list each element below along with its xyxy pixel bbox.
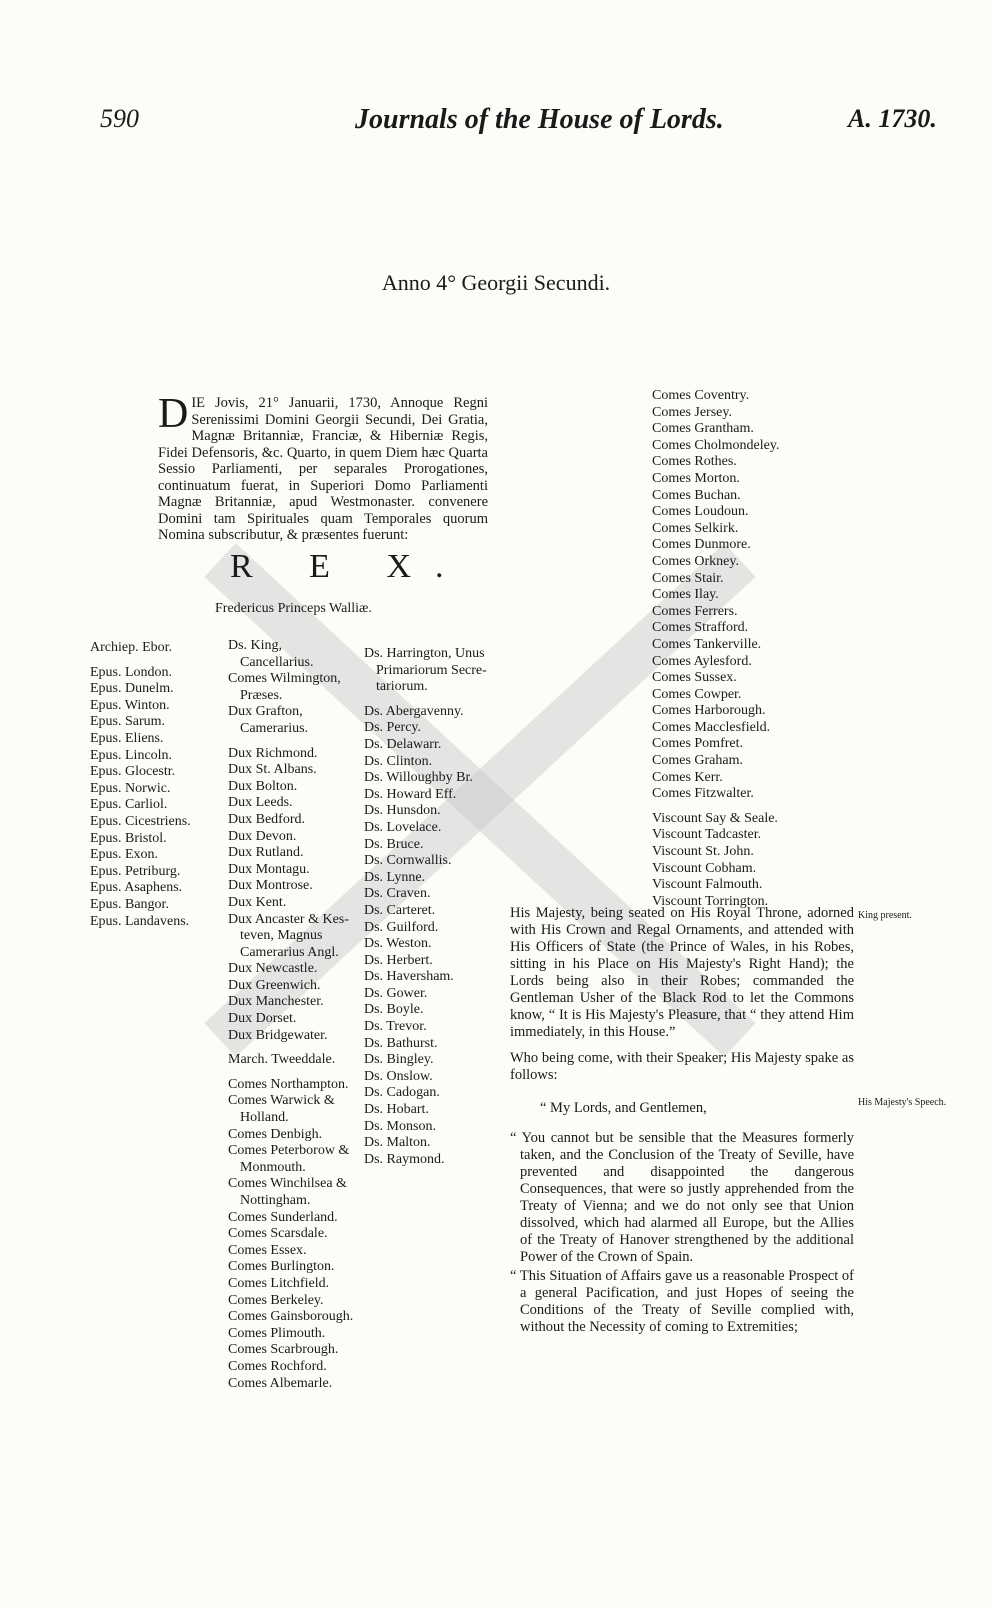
member-entry: Ds. Monson.	[364, 1118, 436, 1134]
member-entry: Ds. Lynne.	[364, 869, 426, 885]
member-entry: Dux Rutland.	[228, 845, 304, 861]
member-entry: Comes Peterborow &	[228, 1143, 350, 1159]
member-entry: Dux Manchester.	[228, 994, 324, 1010]
member-entry: Comes Orkney.	[652, 553, 739, 569]
member-entry: Epus. London.	[90, 664, 173, 680]
member-entry: Ds. Craven.	[364, 886, 431, 902]
member-entry: Dux Kent.	[228, 894, 287, 910]
intro-paragraph	[158, 391, 488, 544]
member-entry: Comes Burlington.	[228, 1259, 335, 1275]
member-entry: Ds. King,	[228, 638, 283, 653]
page-number: 590	[100, 104, 139, 133]
member-entry: Epus. Lincoln.	[90, 747, 173, 763]
member-entry: Viscount Torrington.	[652, 893, 769, 909]
member-entry: Comes Graham.	[652, 753, 743, 769]
member-entry: Epus. Dunelm.	[90, 681, 174, 697]
member-entry: Comes Loudoun.	[652, 504, 749, 520]
member-entry: Ds. Bruce.	[364, 836, 424, 852]
member-entry: Comes Coventry.	[652, 388, 750, 403]
member-entry: Ds. Weston.	[364, 936, 432, 952]
list-gap	[364, 696, 487, 704]
drop-cap: D	[158, 391, 189, 437]
member-entry: Comes Buchan.	[652, 487, 741, 503]
member-entry: Dux Devon.	[228, 828, 297, 844]
member-entry: Comes Wilmington,	[228, 671, 341, 687]
member-entry: Comes Strafford.	[652, 620, 749, 636]
member-entry: Comes Jersey.	[652, 404, 732, 420]
member-entry: Epus. Landavens.	[90, 913, 190, 929]
member-entry: Præses.	[240, 687, 283, 703]
attendance-column-1	[90, 640, 191, 930]
member-entry: Ds. Cadogan.	[364, 1085, 440, 1101]
member-entry: Comes Warwick &	[228, 1093, 335, 1109]
throne-paragraph: His Majesty, being seated on His Royal Throne, adorned with His Crown and Regal Ornaments, and attended with His Officers of State (the Prince of Wales, in his Robes, sitting in his Place on His Majesty's Right Hand); the Lords being also in their Robes; commanded the Gentleman Usher of the Black Rod to let the Commons know, “ It is His Majesty's Pleasure, that “ they attend Him immediately, in this House.”	[510, 905, 854, 1040]
margin-note-speech: His Majesty's Speech.	[858, 1097, 947, 1108]
attendance-column-4	[652, 388, 779, 910]
member-entry: Comes Sussex.	[652, 670, 737, 686]
member-entry: Ds. Lovelace.	[364, 819, 442, 835]
member-entry: Holland.	[240, 1110, 289, 1126]
member-entry: Epus. Asaphens.	[90, 880, 183, 896]
member-entry: Epus. Cicestriens.	[90, 813, 191, 829]
member-entry: Dux Ancaster & Kes-	[228, 911, 349, 927]
attendance-column-2	[228, 638, 353, 1392]
member-entry: Comes Selkirk.	[652, 520, 739, 536]
member-entry: Comes Kerr.	[652, 769, 723, 785]
member-entry: Ds. Gower.	[364, 985, 428, 1001]
member-entry: Ds. Raymond.	[364, 1151, 445, 1167]
member-entry: Epus. Glocestr.	[90, 764, 176, 780]
list-gap	[652, 803, 779, 811]
member-entry: Ds. Herbert.	[364, 952, 433, 968]
member-entry: Comes Tankerville.	[652, 636, 762, 652]
member-entry: Nottingham.	[240, 1193, 311, 1208]
member-entry: Comes Albemarle.	[228, 1375, 333, 1391]
member-entry: Comes Denbigh.	[228, 1126, 323, 1142]
member-entry: Dux Montagu.	[228, 861, 310, 877]
member-entry: Dux Bedford.	[228, 811, 305, 827]
member-entry: Comes Scarbrough.	[228, 1342, 339, 1358]
member-entry: Comes Scarsdale.	[228, 1226, 328, 1242]
member-entry: Comes Dunmore.	[652, 537, 751, 553]
member-entry: Comes Winchilsea &	[228, 1176, 347, 1192]
member-entry: Viscount Falmouth.	[652, 877, 763, 893]
member-entry: Dux Grafton,	[228, 704, 303, 720]
member-entry: Comes Fitzwalter.	[652, 786, 754, 802]
list-gap	[228, 1044, 353, 1052]
member-entry: Dux Richmond.	[228, 745, 318, 761]
member-entry: Comes Essex.	[228, 1242, 307, 1258]
member-entry: Epus. Winton.	[90, 697, 170, 713]
member-entry: Comes Rochford.	[228, 1358, 327, 1374]
member-entry: teven, Magnus	[240, 928, 323, 944]
member-entry: Ds. Malton.	[364, 1135, 431, 1151]
list-gap	[228, 1069, 353, 1077]
member-entry: Comes Aylesford.	[652, 653, 752, 669]
list-gap	[90, 657, 191, 665]
member-entry: Epus. Bristol.	[90, 830, 167, 846]
member-entry: Comes Pomfret.	[652, 736, 743, 752]
member-entry: Dux Leeds.	[228, 795, 293, 811]
member-entry: Comes Litchfield.	[228, 1275, 330, 1291]
list-gap	[228, 738, 353, 746]
member-entry: Viscount Tadcaster.	[652, 827, 762, 843]
member-entry: Archiep. Ebor.	[90, 640, 173, 655]
member-entry: Epus. Exon.	[90, 847, 159, 863]
member-entry: March. Tweeddale.	[228, 1052, 336, 1068]
member-entry: Dux Greenwich.	[228, 977, 321, 993]
intro-text: IE Jovis, 21° Januarii, 1730, Annoque Regni Serenissimi Domini Georgii Secundi, Dei Gratia, Magnæ Britanniæ, Franciæ, & Hiberniæ Regis, Fidei Defensoris, &c. Quarto, in quem Diem hæc Quarta Sessio Parliamenti, per separales Prorogationes, continuatum fuerat, in Superiori Domo Parliamenti Magnæ Britanniæ, apud Westmonaster. convenere Domini tam Spirituales quam Temporales quorum Nomina subscributur, & præsentes fuerunt:	[158, 395, 488, 543]
member-entry: Epus. Sarum.	[90, 714, 166, 730]
member-entry: Dux Dorset.	[228, 1011, 297, 1027]
member-entry: Ds. Hobart.	[364, 1102, 429, 1118]
member-entry: Ds. Onslow.	[364, 1068, 433, 1084]
member-entry: Ds. Percy.	[364, 720, 422, 736]
member-entry: Dux St. Albans.	[228, 762, 317, 778]
member-entry: Ds. Delawarr.	[364, 736, 442, 752]
member-entry: Ds. Bathurst.	[364, 1035, 438, 1051]
member-entry: Ds. Carteret.	[364, 902, 436, 918]
member-entry: Camerarius.	[240, 720, 309, 736]
speech-paragraph-2: “ This Situation of Affairs gave us a reasonable Prospect of a general Pacification, and just Hopes of seeing the Conditions of the Treaty of Seville complied with, without the Necessity of coming to Extremities;	[510, 1268, 854, 1335]
member-entry: Epus. Carliol.	[90, 797, 168, 813]
member-entry: Viscount Say & Seale.	[652, 810, 778, 826]
member-entry: Viscount St. John.	[652, 844, 754, 860]
member-entry: Epus. Eliens.	[90, 730, 164, 746]
speaker-paragraph: Who being come, with their Speaker; His Majesty spake as follows:	[510, 1050, 854, 1083]
page-header	[0, 104, 992, 144]
member-entry: Dux Montrose.	[228, 878, 313, 894]
attendance-column-3	[364, 646, 487, 1168]
member-entry: Comes Berkeley.	[228, 1292, 324, 1308]
member-entry: Comes Plimouth.	[228, 1325, 326, 1341]
member-entry: Ds. Boyle.	[364, 1002, 424, 1018]
member-entry: Epus. Norwic.	[90, 780, 171, 796]
member-entry: Comes Macclesfield.	[652, 719, 771, 735]
member-entry: Comes Gainsborough.	[228, 1309, 354, 1325]
member-entry: Ds. Haversham.	[364, 969, 454, 985]
member-entry: Comes Rothes.	[652, 454, 737, 470]
member-entry: Viscount Cobham.	[652, 860, 757, 876]
member-entry: Ds. Harrington, Unus	[364, 646, 485, 661]
member-entry: Monmouth.	[240, 1159, 306, 1175]
member-entry: Camerarius Angl.	[240, 944, 339, 960]
member-entry: Cancellarius.	[240, 654, 314, 670]
member-entry: Comes Sunderland.	[228, 1209, 338, 1225]
year-label: A. 1730.	[848, 104, 937, 133]
member-entry: Comes Cholmondeley.	[652, 437, 780, 453]
speech-paragraph-1: “ You cannot but be sensible that the Measures formerly taken, and the Conclusion of the Treaty of Seville, have prevented and disappointed the dangerous Consequences, that were so justly apprehended from the Treaty of Vienna; and we do not only see that Union dissolved, which had alarmed all Europe, but the Allies of the Treaty of Hanover strengthened by the additional Power of the Crown of Spain.	[510, 1130, 854, 1265]
anno-heading: Anno 4° Georgii Secundi.	[381, 270, 611, 295]
member-entry: Comes Ferrers.	[652, 603, 738, 619]
member-entry: Epus. Bangor.	[90, 896, 169, 912]
member-entry: Dux Bolton.	[228, 778, 298, 794]
member-entry: Ds. Hunsdon.	[364, 803, 441, 819]
member-entry: Primariorum Secre-	[376, 662, 487, 678]
member-entry: Epus. Petriburg.	[90, 863, 181, 879]
member-entry: Comes Ilay.	[652, 587, 719, 603]
journal-title: Journals of the House of Lords.	[355, 104, 724, 135]
member-entry: Ds. Abergavenny.	[364, 703, 464, 719]
princeps-line: Fredericus Princeps Walliæ.	[215, 601, 372, 616]
member-entry: Ds. Guilford.	[364, 919, 439, 935]
rex-heading: R E X.	[230, 548, 468, 585]
member-entry: Ds. Cornwallis.	[364, 853, 452, 869]
margin-note-king-present: King present.	[858, 910, 912, 921]
member-entry: tariorum.	[376, 679, 428, 695]
speech-salutation: “ My Lords, and Gentlemen,	[540, 1100, 707, 1116]
member-entry: Ds. Howard Eff.	[364, 786, 457, 802]
member-entry: Comes Harborough.	[652, 703, 766, 719]
member-entry: Ds. Clinton.	[364, 753, 433, 769]
member-entry: Dux Bridgewater.	[228, 1027, 328, 1043]
member-entry: Ds. Willoughby Br.	[364, 770, 473, 786]
member-entry: Comes Cowper.	[652, 686, 742, 702]
member-entry: Dux Newcastle.	[228, 961, 318, 977]
member-entry: Ds. Bingley.	[364, 1052, 434, 1068]
member-entry: Comes Morton.	[652, 470, 740, 486]
member-entry: Ds. Trevor.	[364, 1019, 427, 1035]
member-entry: Comes Stair.	[652, 570, 724, 586]
member-entry: Comes Grantham.	[652, 421, 754, 437]
member-entry: Comes Northampton.	[228, 1076, 349, 1092]
